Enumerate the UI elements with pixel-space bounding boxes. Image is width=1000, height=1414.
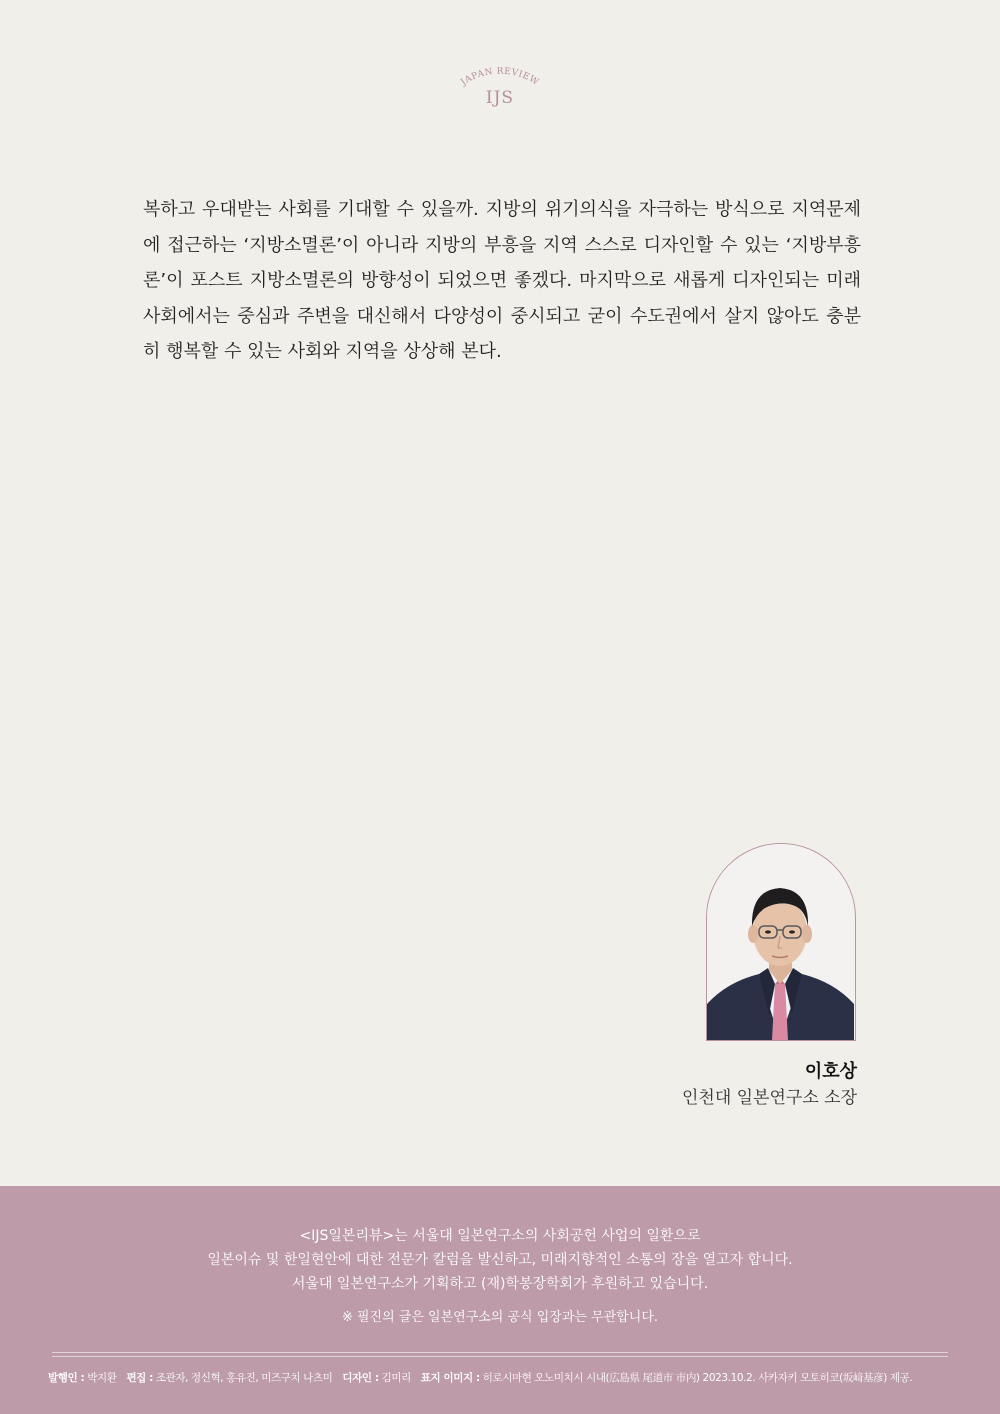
editors-names: 조관자, 정신혁, 홍유진, 미즈구치 나츠미 [155,1372,333,1384]
article-line: 론’이 포스트 지방소멸론의 방향성이 되었으면 좋겠다. 마지막으로 새롭게 디자인되는 미래 [143,270,861,291]
author-name: 이호상 [804,1061,857,1082]
logo-arc-text: JAPAN REVIEW [459,66,541,88]
publisher-label: 발행인 : [48,1372,85,1384]
article-body [143,192,861,370]
cover-image-credit: 히로시마현 오노미치시 시내(広島県 尾道市 市内) 2023.10.2. 사카자키 모토히코(坂﨑基彦) 제공. [482,1372,913,1384]
article-line: 사회에서는 중심과 주변을 대신해서 다양성이 중시되고 굳이 수도권에서 살지 않아도 충분 [143,305,861,327]
author-photo [707,844,854,1040]
footer-description [0,1224,1000,1296]
publisher-name: 박지환 [87,1372,117,1384]
editors-label: 편집 : [126,1372,153,1384]
designer-name: 김미리 [381,1372,411,1384]
svg-text:JAPAN REVIEW [459,67,541,89]
logo-text: IJS [485,88,515,108]
author-title: 인천대 일본연구소 소장 [681,1088,857,1108]
footer [0,1186,1000,1414]
article-line: 히 행복할 수 있는 사회와 지역을 상상해 본다. [143,341,502,362]
article-line: 복하고 우대받는 사회를 기대할 수 있을까. 지방의 위기의식을 자극하는 방식으로 지역문제 [143,199,861,220]
article-line: 에 접근하는 ‘지방소멸론’이 아니라 지방의 부흥을 지역 스스로 디자인할 수 있는 ‘지방부흥 [143,234,861,256]
footer-line: <IJS일본리뷰>는 서울대 일본연구소의 사회공헌 사업의 일환으로 [299,1228,701,1244]
author-portrait [706,843,856,1041]
footer-line: 일본이슈 및 한일현안에 대한 전문가 칼럼을 발신하고, 미래지향적인 소통의 장을 열고자 합니다. [207,1252,793,1268]
credits-line [48,1370,952,1385]
disclaimer-note: ※ 필진의 글은 일본연구소의 공식 입장과는 무관합니다. [341,1310,659,1325]
footer-line: 서울대 일본연구소가 기획하고 (재)학봉장학회가 후원하고 있습니다. [291,1276,709,1292]
divider [52,1356,948,1357]
cover-image-label: 표지 이미지 : [420,1372,480,1384]
ijs-logo [440,62,560,118]
designer-label: 디자인 : [342,1372,379,1384]
divider [52,1352,948,1353]
